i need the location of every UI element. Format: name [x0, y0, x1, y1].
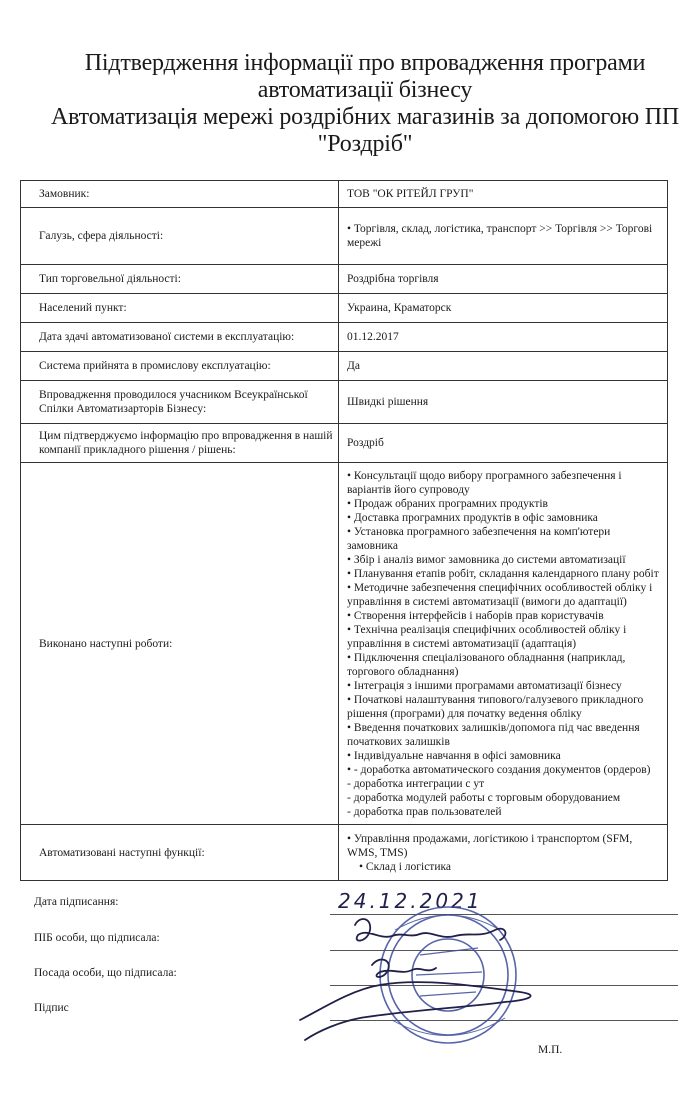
list-item: • Індивідуальне навчання в офісі замовника	[347, 749, 561, 762]
row-value: Украина, Краматорск	[339, 294, 668, 323]
stamp-place-label: М.П.	[538, 1044, 563, 1056]
list-item: • Установка програмного забезпечення на комп'ютери замовника	[347, 525, 611, 552]
list-item: - доработка прав пользователей	[347, 805, 502, 818]
position-label: Посада особи, що підписала:	[34, 967, 177, 979]
row-label: Виконано наступні роботи:	[21, 463, 339, 825]
title-line-2: автоматизації бізнесу	[257, 77, 473, 103]
list-item: • Склад і логістика	[359, 860, 451, 873]
list-item: • Технічна реалізація специфічних особливостей обліку і управління в системі автоматизації (адаптація)	[347, 623, 627, 650]
row-label: Система прийнята в промислову експлуатацію:	[21, 352, 339, 381]
handwritten-signature	[300, 919, 531, 1040]
name-label: ПІБ особи, що підписала:	[34, 932, 160, 944]
list-item: • Початкові налаштування типового/галузевого прикладного рішення (програми) для початку ведення обліку	[347, 693, 644, 720]
list-item: • Підключення спеціалізованого обладнання (наприклад, торгового обладнання)	[347, 651, 626, 678]
row-value: 01.12.2017	[339, 323, 668, 352]
row-label: Замовник:	[21, 181, 339, 208]
row-label: Впровадження проводилося учасником Всеукраїнської Спілки Автоматизарторів Бізнесу:	[21, 381, 339, 424]
list-item: • Управління продажами, логістикою і транспортом (SFM, WMS, TMS)	[347, 832, 633, 859]
list-item: • Продаж обраних програмних продуктів	[347, 497, 548, 510]
row-label: Населений пункт:	[21, 294, 339, 323]
company-stamp	[380, 907, 516, 1043]
list-item: • Доставка програмних продуктів в офіс замовника	[347, 511, 598, 524]
row-label: Дата здачі автоматизованої системи в експлуатацію:	[21, 323, 339, 352]
title-line-3: Автоматизація мережі роздрібних магазинів за допомогою ПП	[50, 104, 680, 130]
list-item: • Консультації щодо вибору програмного забезпечення і варіантів його супроводу	[347, 469, 622, 496]
row-label: Автоматизовані наступні функції:	[21, 825, 339, 881]
list-item: • Інтеграція з іншими програмами автоматизації бізнесу	[347, 679, 622, 692]
date-label: Дата підписання:	[34, 896, 119, 908]
list-item: - доработка модулей работы с торговым оборудованием	[347, 791, 621, 804]
row-label: Цим підтверджуємо інформацію про впровадження в нашій компанії прикладного рішення / рішень:	[21, 424, 339, 463]
row-value: • Торгівля, склад, логістика, транспорт >> Торгівля >> Торгові мережі	[339, 208, 668, 265]
row-label: Галузь, сфера діяльності:	[21, 208, 339, 265]
list-item: - доработка интеграции с ут	[347, 777, 485, 790]
row-value: Швидкі рішення	[339, 381, 668, 424]
row-value: Роздрібна торгівля	[339, 265, 668, 294]
list-item: • Методичне забезпечення специфічних особливостей обліку і управління в системі автоматизації (вимоги до адаптації)	[347, 581, 653, 608]
row-value: Да	[339, 352, 668, 381]
signature-label: Підпис	[34, 1002, 69, 1014]
list-item: • - доработка автоматического создания документов (ордеров)	[347, 763, 651, 776]
row-value: Роздріб	[339, 424, 668, 463]
list-item: • Введення початкових залишків/допомога під час введення початкових залишків	[347, 721, 640, 748]
list-item: • Створення інтерфейсів і наборів прав користувачів	[347, 609, 604, 622]
title-line-4: "Роздріб"	[317, 131, 413, 157]
handwritten-date: 24.12.2021	[338, 889, 483, 913]
list-item: • Збір і аналіз вимог замовника до системи автоматизації	[347, 553, 626, 566]
title-line-1: Підтвердження інформації про впровадження програми	[84, 50, 646, 76]
row-label: Тип торговельної діяльності:	[21, 265, 339, 294]
row-value: ТОВ "ОК РІТЕЙЛ ГРУП"	[339, 181, 668, 208]
list-item: • Планування етапів робіт, складання календарного плану робіт	[347, 567, 659, 580]
